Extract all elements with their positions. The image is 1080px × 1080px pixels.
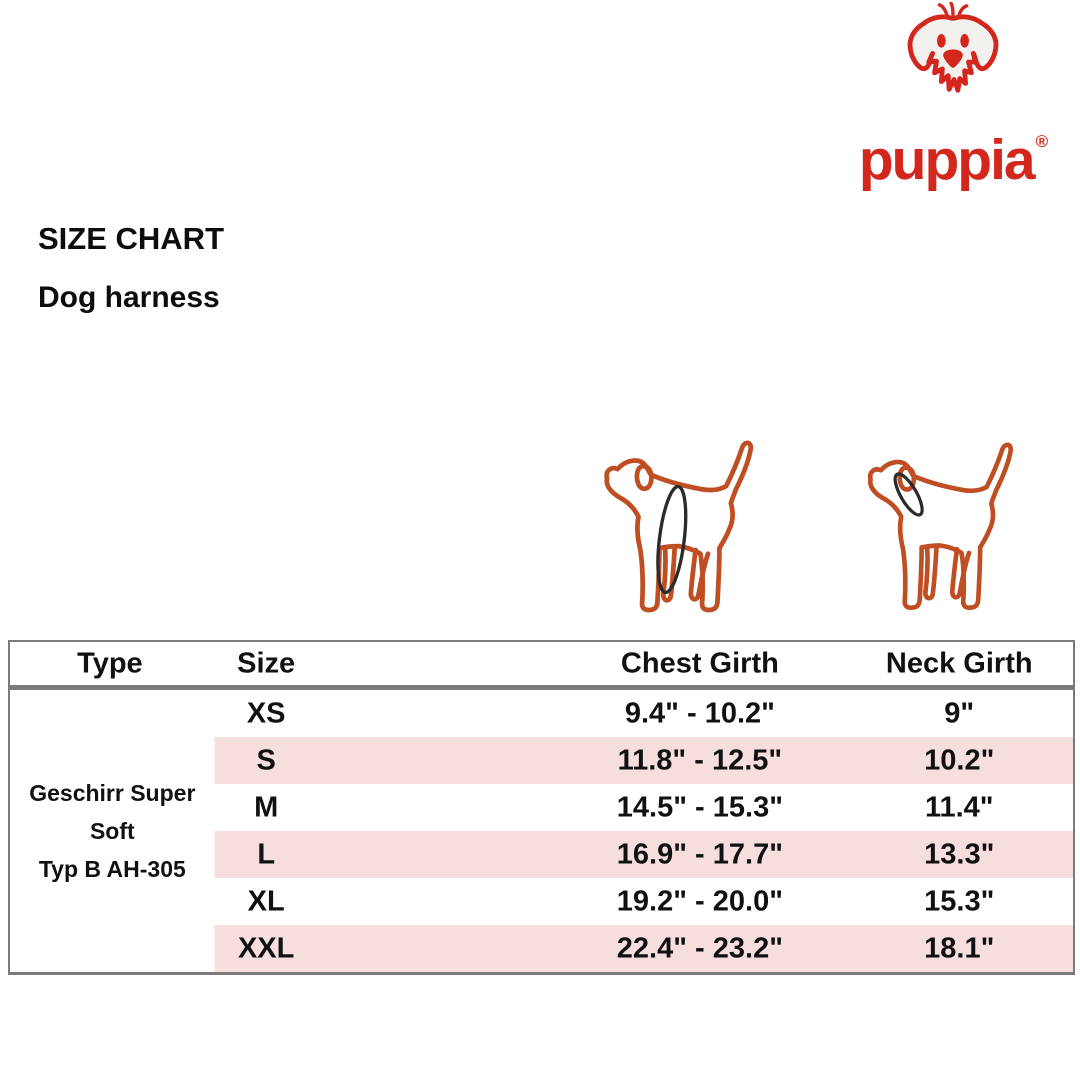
table-header-row bbox=[10, 642, 1073, 690]
page-title: SIZE CHART bbox=[38, 221, 224, 256]
neck-girth-value: 11.4" bbox=[924, 791, 994, 823]
size-value: S bbox=[256, 744, 276, 776]
column-header-chest-girth: Chest Girth bbox=[620, 647, 779, 679]
size-value: XXL bbox=[237, 932, 295, 964]
column-header-size: Size bbox=[237, 647, 296, 679]
dog-chest-girth-icon bbox=[588, 417, 788, 622]
product-type-cell bbox=[10, 690, 215, 972]
size-table bbox=[8, 640, 1075, 975]
column-header-neck-girth: Neck Girth bbox=[885, 647, 1033, 679]
brand-name-text: puppia bbox=[858, 128, 1034, 192]
neck-girth-value: 10.2" bbox=[924, 744, 995, 776]
chest-girth-value: 19.2" - 20.0" bbox=[616, 885, 783, 917]
chest-girth-value: 11.8" - 12.5" bbox=[617, 744, 783, 776]
dog-neck-girth-icon bbox=[852, 417, 1052, 622]
product-type-line: Geschirr Super bbox=[29, 780, 196, 806]
size-value: XL bbox=[247, 885, 285, 917]
product-type-line: Typ B AH-305 bbox=[38, 856, 186, 882]
neck-girth-value: 9" bbox=[944, 697, 975, 729]
neck-girth-value: 18.1" bbox=[924, 932, 995, 964]
chest-girth-value: 22.4" - 23.2" bbox=[616, 932, 783, 964]
chest-girth-value: 16.9" - 17.7" bbox=[616, 838, 783, 870]
registered-trademark-symbol: ® bbox=[1035, 132, 1049, 151]
size-value: XS bbox=[246, 697, 286, 729]
chest-girth-value: 9.4" - 10.2" bbox=[624, 697, 775, 729]
column-header-type: Type bbox=[77, 647, 143, 679]
page-subtitle: Dog harness bbox=[38, 281, 220, 314]
brand-wordmark bbox=[845, 128, 1060, 192]
chest-girth-value: 14.5" - 15.3" bbox=[616, 791, 783, 823]
size-value: M bbox=[254, 791, 279, 823]
neck-girth-value: 13.3" bbox=[924, 838, 995, 870]
puppia-logo bbox=[845, 2, 1060, 192]
product-type-line: Soft bbox=[89, 818, 135, 844]
size-value: L bbox=[257, 838, 276, 870]
puppia-dog-face-icon bbox=[845, 2, 1060, 130]
neck-girth-value: 15.3" bbox=[924, 885, 995, 917]
